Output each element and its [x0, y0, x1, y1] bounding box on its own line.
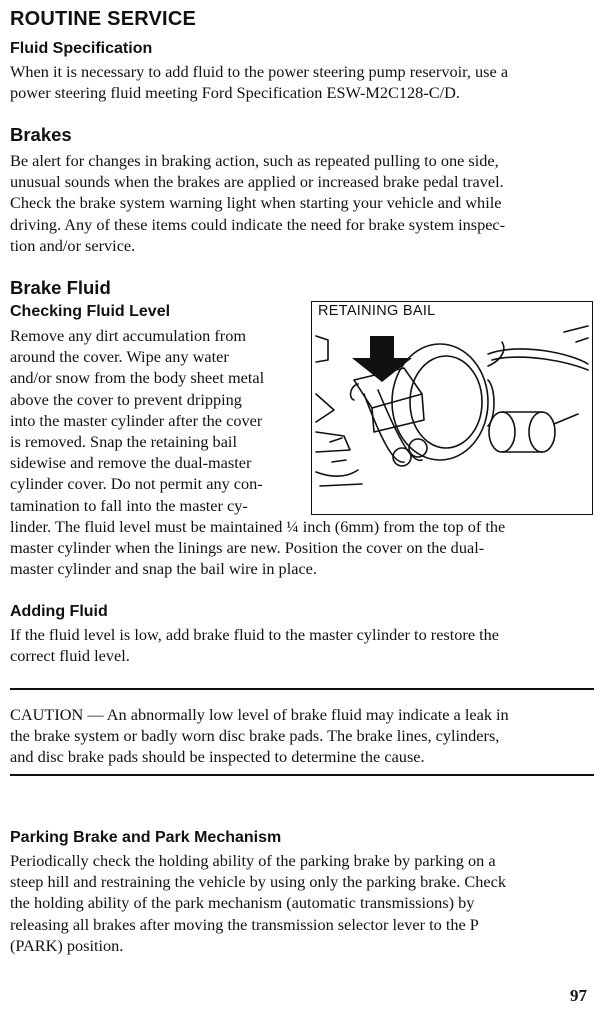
text-line: CAUTION — An abnormally low level of brake fluid may indicate a leak in — [10, 705, 509, 724]
text-line: When it is necessary to add fluid to the power steering pump reservoir, use a — [10, 62, 509, 81]
text-line: tion and/or service. — [10, 235, 136, 255]
caution-bottom-rule — [10, 774, 594, 776]
brakes-heading: Brakes — [10, 124, 72, 145]
text-line: Check the brake system warning light when starting your vehicle and while — [10, 193, 502, 213]
text-line: tamination to fall into the master cy- — [10, 495, 248, 515]
parking-brake-paragraph — [10, 850, 506, 956]
checking-fluid-paragraph-wide — [10, 516, 505, 580]
text-line: (PARK) position. — [10, 935, 124, 955]
text-line: above the cover to prevent dripping — [10, 389, 242, 409]
adding-fluid-paragraph — [10, 624, 499, 666]
brakes-paragraph — [10, 150, 505, 256]
text-line: Be alert for changes in braking action, such as repeated pulling to one side, — [10, 151, 499, 170]
text-line: the brake system or badly worn disc brake pads. The brake lines, cylinders, — [10, 726, 500, 746]
text-line: power steering fluid meeting Ford Specification ESW-M2C128-C/D. — [10, 83, 460, 103]
checking-fluid-paragraph-narrow — [10, 325, 310, 516]
page-title: ROUTINE SERVICE — [10, 8, 196, 30]
brake-fluid-heading: Brake Fluid — [10, 277, 111, 298]
caution-paragraph — [10, 704, 509, 768]
adding-fluid-heading: Adding Fluid — [10, 603, 108, 620]
text-line: unusual sounds when the brakes are applied or increased brake pedal travel. — [10, 172, 504, 192]
figure-label: RETAINING BAIL — [318, 303, 436, 319]
text-line: into the master cylinder after the cover — [10, 410, 263, 430]
text-line: around the cover. Wipe any water — [10, 347, 229, 367]
text-line: steep hill and restraining the vehicle by using only the parking brake. Check — [10, 872, 506, 892]
text-line: the holding ability of the park mechanism (automatic transmissions) by — [10, 893, 475, 913]
master-cylinder-figure — [311, 301, 593, 515]
text-line: master cylinder and snap the bail wire in place. — [10, 559, 317, 579]
caution-top-rule — [10, 688, 594, 690]
text-line: and/or snow from the body sheet metal — [10, 368, 265, 388]
text-line: Remove any dirt accumulation from — [10, 326, 247, 345]
parking-brake-heading: Parking Brake and Park Mechanism — [10, 829, 282, 846]
arrow-icon — [352, 336, 412, 382]
text-line: cylinder cover. Do not permit any con- — [10, 474, 263, 494]
text-line: driving. Any of these items could indicate the need for brake system inspec- — [10, 214, 506, 234]
text-line: master cylinder when the linings are new. Position the cover on the dual- — [10, 538, 485, 558]
master-cylinder-illustration — [312, 302, 591, 513]
text-line: Periodically check the holding ability of the parking brake by parking on a — [10, 851, 496, 870]
text-line: is removed. Snap the retaining bail — [10, 432, 237, 452]
text-line: releasing all brakes after moving the transmission selector lever to the P — [10, 914, 479, 934]
page-number: 97 — [570, 986, 587, 1005]
fluid-spec-paragraph — [10, 61, 508, 103]
text-line: linder. The fluid level must be maintained ¼ inch (6mm) from the top of the — [10, 517, 506, 536]
text-line: sidewise and remove the dual-master — [10, 453, 252, 473]
text-line: If the fluid level is low, add brake fluid to the master cylinder to restore the — [10, 625, 500, 644]
text-line: and disc brake pads should be inspected to determine the cause. — [10, 747, 425, 767]
fluid-spec-heading: Fluid Specification — [10, 40, 153, 57]
checking-fluid-heading: Checking Fluid Level — [10, 303, 171, 320]
text-line: correct fluid level. — [10, 646, 130, 666]
